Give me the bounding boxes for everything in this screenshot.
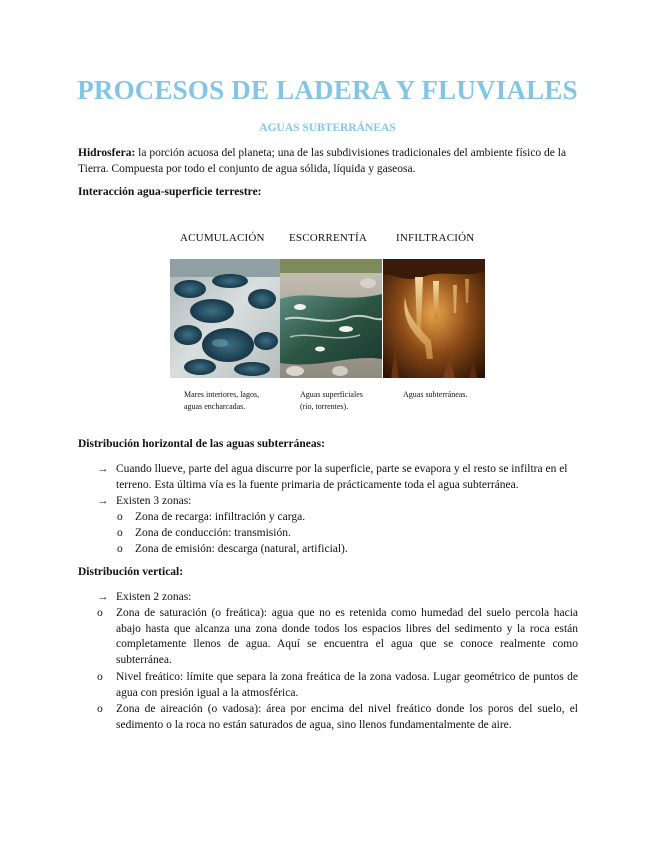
- hidrosfera-term: Hidrosfera:: [78, 147, 136, 159]
- vertical-item-1: Existen 2 zonas:: [116, 591, 192, 603]
- caption-infiltracion: [403, 389, 467, 401]
- circle-bullet: o: [97, 607, 103, 619]
- circle-bullet: o: [97, 671, 103, 683]
- caption-line: aguas encharcadas.: [184, 402, 246, 411]
- vertical-bullet-3: Zona de aireación (o vadosa): área por encima del nivel freático donde los poros del suelo, el sedimento o la roca no están saturados de agua, sino llenos fundamentalmente de aire.: [116, 703, 578, 731]
- arrow-bullet: →: [97, 495, 109, 507]
- caption-line: Aguas subterráneas.: [403, 390, 468, 399]
- horizontal-item-1: Cuando llueve, parte del agua discurre por la superficie, parte se evapora y el resto se infiltra en el terreno. Esta última vía es la fuente primaria de prácticamente toda el agua subterránea.: [116, 463, 568, 491]
- circle-bullet: o: [117, 511, 123, 523]
- vertical-heading: Distribución vertical:: [78, 566, 184, 578]
- caption-line: (río, torrentes).: [300, 402, 349, 411]
- vertical-bullet-1: Zona de saturación (o freática): agua que no es retenida como humedad del suelo percola hacia abajo hasta que alcanza una zona donde todos los espacios libres del sedimento y la roca están completamente llenos de agua. Aquí se encuentra el agua que se conoce realmente como subterránea.: [116, 607, 578, 666]
- page-title: PROCESOS DE LADERA Y FLUVIALES: [77, 75, 578, 105]
- photo-acumulacion: [170, 259, 280, 378]
- caption-line: Mares interiores, lagos,: [184, 390, 260, 399]
- page-subtitle: AGUAS SUBTERRÁNEAS: [259, 122, 396, 134]
- hidrosfera-paragraph: [78, 145, 584, 177]
- circle-bullet: o: [117, 543, 123, 555]
- caption-escorrentia: [300, 389, 363, 413]
- photo-escorrentia: [280, 259, 382, 378]
- arrow-bullet: →: [97, 463, 109, 475]
- vertical-bullet-2: Nivel freático: límite que separa la zona freática de la zona vadosa. Lugar geométrico de puntos de agua con presión igual a la atmosférica.: [116, 671, 578, 699]
- hidrosfera-text: la porción acuosa del planeta; una de las subdivisiones tradicionales del ambiente físico de la Tierra. Compuesta por todo el conjunto de agua sólida, líquida y gaseosa.: [78, 147, 567, 175]
- interaccion-heading: Interacción agua-superficie terrestre:: [78, 186, 262, 198]
- circle-bullet: o: [97, 703, 103, 715]
- horizontal-sub-2: Zona de conducción: transmisión.: [135, 527, 291, 539]
- label-acumulacion: ACUMULACIÓN: [180, 232, 265, 244]
- caption-line: Aguas superficiales: [300, 390, 363, 399]
- horizontal-item-2: Existen 3 zonas:: [116, 495, 192, 507]
- horizontal-sub-3: Zona de emisión: descarga (natural, artificial).: [135, 543, 348, 555]
- caption-acumulacion: [184, 389, 259, 413]
- label-infiltracion: INFILTRACIÓN: [396, 232, 475, 244]
- photo-infiltracion: [383, 259, 485, 378]
- horizontal-sub-1: Zona de recarga: infiltración y carga.: [135, 511, 306, 523]
- horizontal-heading: Distribución horizontal de las aguas subterráneas:: [78, 438, 325, 450]
- circle-bullet: o: [117, 527, 123, 539]
- arrow-bullet: →: [97, 591, 109, 603]
- label-escorrentia: ESCORRENTÍA: [289, 232, 367, 244]
